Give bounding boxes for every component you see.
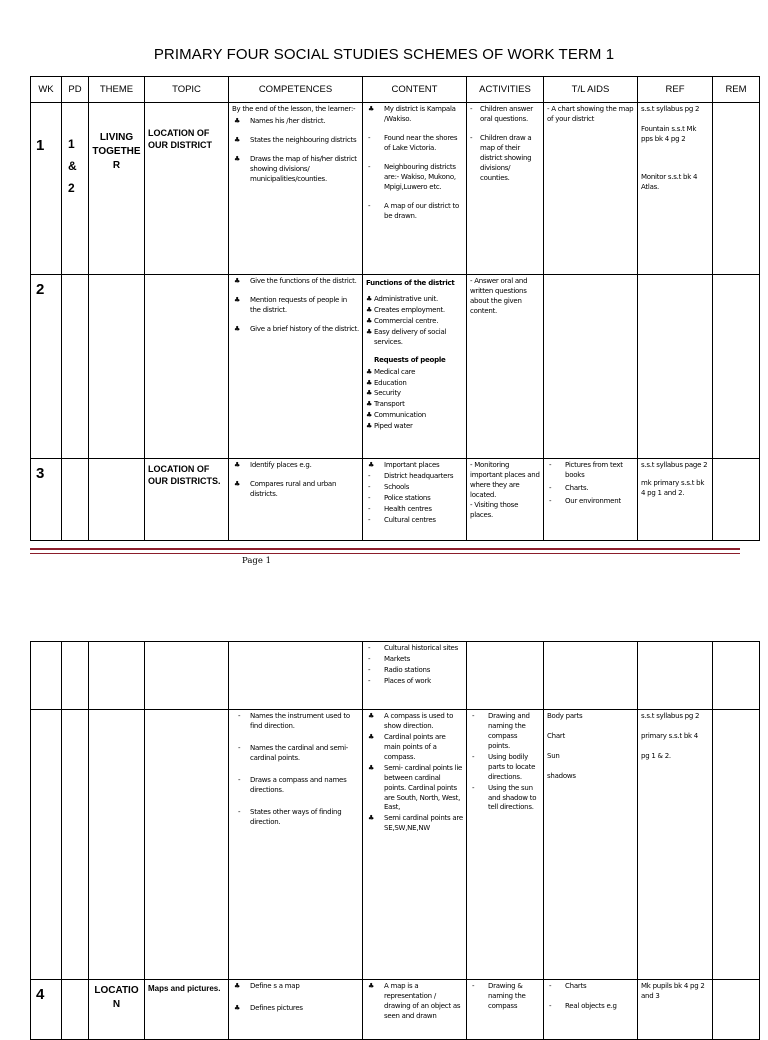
list-item: ♣ Creates employment. — [366, 305, 445, 314]
week-cell — [31, 710, 62, 980]
club-bullet-icon: ♣ — [234, 295, 241, 304]
dash-bullet-icon: - — [368, 493, 371, 502]
week-value: 1 — [36, 137, 45, 154]
tl-aids-cell — [544, 459, 638, 541]
list-item: - Charts — [549, 982, 587, 990]
header-pd: PD — [62, 77, 89, 103]
activity-item: - Answer oral and written questions about the given content. — [470, 277, 528, 315]
period-cell — [62, 275, 89, 459]
activity-item: - Visiting those places. — [470, 500, 519, 519]
topic-cell — [145, 710, 229, 980]
dash-bullet-icon: - — [549, 1001, 552, 1010]
page-separator — [30, 548, 740, 550]
tl-aids-cell — [544, 710, 638, 980]
ref-cell — [638, 103, 713, 275]
club-bullet-icon: ♣ — [234, 154, 241, 163]
ref-item: s.s.t syllabus pg 2 — [641, 105, 700, 113]
header-competences: COMPETENCES — [229, 77, 363, 103]
ref-cell — [638, 642, 713, 710]
period-value: 2 — [68, 181, 75, 196]
table-row-week-2 — [31, 275, 760, 459]
content-cell — [363, 103, 467, 275]
header-tl-aids: T/L AIDS — [544, 77, 638, 103]
dash-bullet-icon: - — [549, 483, 552, 492]
list-item: - Draws a compass and names directions. — [238, 775, 347, 794]
topic-value: LOCATION OF OUR DISTRICTS. — [148, 464, 221, 487]
club-bullet-icon: ♣ — [368, 763, 375, 772]
tl-aids-cell — [544, 103, 638, 275]
week-value: 3 — [36, 465, 45, 482]
dash-bullet-icon: - — [368, 644, 371, 652]
rem-cell — [713, 459, 760, 541]
aid-item: shadows — [547, 771, 576, 780]
week-number — [31, 275, 62, 459]
header-theme: THEME — [89, 77, 145, 103]
list-item: - Using the sun and shadow to tell directions. — [472, 783, 537, 812]
list-item: ♣ Draws the map of his/her district showing divisions/ municipalities/counties. — [234, 154, 357, 183]
list-item: - Found near the shores of Lake Victoria. — [368, 133, 458, 152]
list-item: - Children draw a map of their district showing divisions/ counties. — [470, 133, 532, 182]
table-row-week-4 — [31, 980, 760, 1040]
theme-cell — [89, 275, 145, 459]
content-cell — [363, 980, 467, 1040]
dash-bullet-icon: - — [472, 982, 475, 990]
dash-bullet-icon: - — [368, 133, 371, 142]
rem-cell — [713, 275, 760, 459]
club-bullet-icon: ♣ — [366, 294, 373, 303]
list-item: ♣ Compares rural and urban districts. — [234, 479, 337, 498]
list-item: ♣ A map is a representation / drawing of an object as seen and drawn — [368, 982, 461, 1020]
tl-aids-cell — [544, 275, 638, 459]
club-bullet-icon: ♣ — [366, 389, 373, 398]
club-bullet-icon: ♣ — [234, 461, 241, 469]
page-separator-thin — [30, 553, 740, 554]
activities-cell — [467, 103, 544, 275]
tl-aids-cell — [544, 980, 638, 1040]
ref-cell — [638, 710, 713, 980]
activity-item: - Monitoring important places and where they are located. — [470, 461, 540, 499]
dash-bullet-icon: - — [470, 105, 473, 113]
ref-item: primary s.s.t bk 4 — [641, 731, 699, 740]
aid-item: Sun — [547, 751, 560, 760]
list-item: - Police stations — [368, 493, 431, 502]
topic-cell — [145, 103, 229, 275]
topic-value: LOCATION OF OUR DISTRICT — [148, 128, 212, 151]
club-bullet-icon: ♣ — [366, 327, 373, 336]
competences-cell — [229, 103, 363, 275]
list-item: ♣ Commercial centre. — [366, 316, 439, 325]
ref-item: pg 1 & 2. — [641, 751, 671, 760]
club-bullet-icon: ♣ — [368, 461, 375, 469]
club-bullet-icon: ♣ — [366, 411, 373, 420]
content-cell — [363, 642, 467, 710]
club-bullet-icon: ♣ — [366, 400, 373, 409]
ref-item: mk primary s.s.t bk 4 pg 1 and 2. — [641, 478, 705, 497]
list-item: - Real objects e.g — [549, 1001, 617, 1010]
activities-cell — [467, 642, 544, 710]
tl-aids-cell — [544, 642, 638, 710]
dash-bullet-icon: - — [472, 752, 475, 761]
week-number — [31, 103, 62, 275]
activities-cell — [467, 275, 544, 459]
list-item: ♣ Education — [366, 378, 407, 387]
activities-cell — [467, 710, 544, 980]
list-item: ♣ Medical care — [366, 367, 416, 376]
club-bullet-icon: ♣ — [366, 316, 373, 325]
functions-heading: Functions of the district — [366, 279, 455, 287]
dash-bullet-icon: - — [549, 982, 552, 990]
list-item: - Places of work — [368, 676, 431, 685]
period-cell — [62, 103, 89, 275]
list-item: ♣ Easy delivery of social services. — [366, 327, 447, 346]
activities-cell — [467, 980, 544, 1040]
competences-intro: By the end of the lesson, the learner:- — [232, 105, 356, 113]
dash-bullet-icon: - — [368, 201, 371, 210]
requests-heading: Requests of people — [374, 355, 446, 364]
dash-bullet-icon: - — [368, 654, 371, 663]
header-activities: ACTIVITIES — [467, 77, 544, 103]
club-bullet-icon: ♣ — [368, 712, 375, 720]
topic-cell — [145, 275, 229, 459]
list-item: ♣ Piped water — [366, 422, 413, 431]
competences-cell — [229, 459, 363, 541]
competences-cell — [229, 980, 363, 1040]
list-item: - Markets — [368, 654, 410, 663]
competences-cell — [229, 710, 363, 980]
topic-cell — [145, 459, 229, 541]
ref-item: s.s.t syllabus pg 2 — [641, 712, 700, 720]
list-item: ♣ Mention requests of people in the district. — [234, 295, 347, 314]
dash-bullet-icon: - — [368, 471, 371, 480]
table-row-compass — [31, 710, 760, 980]
scheme-table-page-2 — [30, 641, 760, 1040]
list-item: - Names the instrument used to find direction. — [238, 712, 350, 730]
aid-item: Body parts — [547, 712, 583, 720]
rem-cell — [713, 710, 760, 980]
ref-cell — [638, 459, 713, 541]
topic-cell — [145, 980, 229, 1040]
list-item: - Drawing & naming the compass — [472, 982, 526, 1010]
period-cell — [62, 459, 89, 541]
competences-cell — [229, 275, 363, 459]
list-item: ♣ States the neighbouring districts — [234, 135, 357, 144]
list-item: ♣ Security — [366, 389, 401, 398]
table-row-continued — [31, 642, 760, 710]
theme-value: LOCATIO N — [94, 985, 139, 1010]
list-item: ♣ Names his /her district. — [234, 116, 326, 125]
dash-bullet-icon: - — [549, 496, 552, 505]
dash-bullet-icon: - — [238, 743, 241, 752]
list-item: - Health centres — [368, 504, 432, 513]
club-bullet-icon: ♣ — [366, 422, 373, 431]
list-item: ♣ Give the functions of the district. — [234, 277, 357, 285]
ref-item: Monitor s.s.t bk 4 Atlas. — [641, 172, 698, 191]
week-cell — [31, 642, 62, 710]
topic-cell — [145, 642, 229, 710]
dash-bullet-icon: - — [368, 482, 371, 491]
dash-bullet-icon: - — [470, 133, 473, 142]
ref-item: s.s.t syllabus page 2 — [641, 461, 708, 469]
list-item: - Neighbouring districts are:- Wakiso, Mukono, Mpigi,Luwero etc. — [368, 162, 456, 191]
dash-bullet-icon: - — [238, 775, 241, 784]
club-bullet-icon: ♣ — [234, 116, 241, 125]
club-bullet-icon: ♣ — [234, 982, 241, 990]
dash-bullet-icon: - — [368, 665, 371, 674]
content-cell — [363, 459, 467, 541]
club-bullet-icon: ♣ — [368, 732, 375, 741]
week-number — [31, 980, 62, 1040]
activities-cell — [467, 459, 544, 541]
list-item: ♣ Administrative unit. — [366, 294, 438, 303]
ref-cell — [638, 275, 713, 459]
aid-item: - A chart showing the map of your district — [547, 105, 634, 123]
club-bullet-icon: ♣ — [234, 1003, 241, 1012]
ref-item: Fountain s.s.t Mk pps bk 4 pg 2 — [641, 124, 697, 143]
list-item: - Our environment — [549, 496, 621, 505]
header-wk: WK — [31, 77, 62, 103]
list-item: - Pictures from text books — [549, 461, 623, 479]
list-item: ♣ Give a brief history of the district. — [234, 324, 359, 333]
content-cell — [363, 275, 467, 459]
dash-bullet-icon: - — [368, 515, 371, 524]
theme-cell — [89, 710, 145, 980]
list-item: ♣ Identify places e.g. — [234, 461, 312, 469]
theme-cell — [89, 103, 145, 275]
dash-bullet-icon: - — [368, 676, 371, 685]
club-bullet-icon: ♣ — [234, 277, 241, 285]
club-bullet-icon: ♣ — [368, 105, 375, 113]
header-row — [31, 77, 760, 103]
list-item: ♣ Semi cardinal points are SE,SW,NE,NW — [368, 814, 463, 833]
list-item: - Schools — [368, 482, 410, 491]
dash-bullet-icon: - — [472, 783, 475, 792]
list-item: - A map of our district to be drawn. — [368, 201, 460, 220]
period-value: & — [68, 159, 77, 174]
topic-value: Maps and pictures. — [148, 984, 221, 993]
list-item: ♣ Cardinal points are main points of a compass. — [368, 732, 446, 761]
list-item: ♣ My district is Kampala /Wakiso. — [368, 105, 456, 123]
page-number: Page 1 — [242, 556, 271, 566]
list-item: ♣ Transport — [366, 400, 405, 409]
club-bullet-icon: ♣ — [234, 479, 241, 488]
header-topic: TOPIC — [145, 77, 229, 103]
rem-cell — [713, 642, 760, 710]
period-cell — [62, 980, 89, 1040]
rem-cell — [713, 980, 760, 1040]
list-item: - Cultural centres — [368, 515, 436, 524]
club-bullet-icon: ♣ — [234, 324, 241, 333]
list-item: ♣ Defines pictures — [234, 1003, 303, 1012]
week-value: 4 — [36, 986, 45, 1003]
club-bullet-icon: ♣ — [368, 982, 375, 990]
list-item: - Cultural historical sites — [368, 644, 459, 652]
period-cell — [62, 642, 89, 710]
club-bullet-icon: ♣ — [234, 135, 241, 144]
list-item: - Charts. — [549, 483, 589, 492]
period-cell — [62, 710, 89, 980]
dash-bullet-icon: - — [238, 807, 241, 816]
list-item: ♣ Semi- cardinal points lie between cardinal points. Cardinal points are South, North, West, East, — [368, 763, 463, 812]
theme-cell — [89, 642, 145, 710]
list-item: ♣ Define s a map — [234, 982, 300, 990]
week-value: 2 — [36, 281, 45, 298]
header-ref: REF — [638, 77, 713, 103]
theme-cell — [89, 459, 145, 541]
ref-cell — [638, 980, 713, 1040]
list-item: - Drawing and naming the compass points. — [472, 712, 530, 750]
header-rem: REM — [713, 77, 760, 103]
list-item: - Names the cardinal and semi- cardinal points. — [238, 743, 349, 762]
header-content: CONTENT — [363, 77, 467, 103]
list-item: - Using bodily parts to locate directions. — [472, 752, 536, 781]
club-bullet-icon: ♣ — [366, 378, 373, 387]
ref-item: Mk pupils bk 4 pg 2 and 3 — [641, 982, 705, 1000]
theme-value: LIVING TOGETHE R — [92, 132, 141, 171]
aid-item: Chart — [547, 731, 565, 740]
list-item: - Children answer oral questions. — [470, 105, 533, 123]
club-bullet-icon: ♣ — [366, 305, 373, 314]
dash-bullet-icon: - — [549, 461, 552, 469]
theme-cell — [89, 980, 145, 1040]
list-item: ♣ Important places — [368, 461, 440, 469]
competences-cell — [229, 642, 363, 710]
list-item: - States other ways of finding direction. — [238, 807, 342, 826]
dash-bullet-icon: - — [238, 712, 241, 720]
club-bullet-icon: ♣ — [368, 814, 375, 823]
dash-bullet-icon: - — [472, 712, 475, 720]
period-value: 1 — [68, 137, 75, 151]
list-item: - Radio stations — [368, 665, 431, 674]
dash-bullet-icon: - — [368, 504, 371, 513]
list-item: ♣ Communication — [366, 411, 426, 420]
page-title: PRIMARY FOUR SOCIAL STUDIES SCHEMES OF WORK TERM 1 — [153, 46, 615, 63]
table-row-week-3 — [31, 459, 760, 541]
week-number — [31, 459, 62, 541]
scheme-table-page-1 — [30, 76, 760, 541]
table-row-week-1 — [31, 103, 760, 275]
dash-bullet-icon: - — [368, 162, 371, 171]
list-item: - District headquarters — [368, 471, 454, 480]
list-item: ♣ A compass is used to show direction. — [368, 712, 454, 730]
rem-cell — [713, 103, 760, 275]
club-bullet-icon: ♣ — [366, 367, 373, 376]
content-cell — [363, 710, 467, 980]
